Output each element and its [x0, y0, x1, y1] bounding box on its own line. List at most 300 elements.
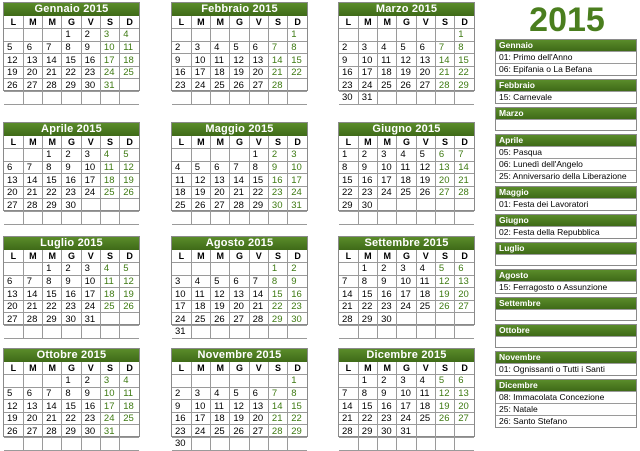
- month-title: Maggio 2015: [172, 123, 307, 136]
- day-cell: 29: [358, 425, 377, 438]
- day-cell: [249, 326, 268, 339]
- day-cell: [23, 263, 42, 276]
- day-cell: 12: [435, 387, 454, 400]
- day-cell: 14: [339, 288, 358, 301]
- day-cell: 30: [288, 313, 307, 326]
- day-cell: 2: [288, 263, 307, 276]
- day-cell: [378, 326, 397, 339]
- day-cell: [43, 212, 62, 225]
- day-cell: [249, 438, 268, 451]
- weekday-header: L: [4, 362, 23, 375]
- day-cell: [100, 212, 119, 225]
- day-cell: 30: [378, 313, 397, 326]
- day-cell: [288, 212, 307, 225]
- month-title: Aprile 2015: [4, 123, 139, 136]
- day-cell: 7: [268, 41, 287, 54]
- day-cell: 12: [120, 275, 139, 288]
- holiday-month-section: [495, 214, 637, 239]
- day-cell: 6: [4, 275, 23, 288]
- day-cell: 30: [378, 425, 397, 438]
- day-cell: 16: [378, 400, 397, 413]
- day-cell: 27: [230, 313, 249, 326]
- day-cell: 19: [120, 288, 139, 301]
- weekday-header: M: [43, 16, 62, 29]
- holiday-empty-row: [496, 336, 636, 347]
- day-cell: 27: [23, 425, 42, 438]
- day-cell: [100, 326, 119, 339]
- day-cell: [120, 438, 139, 451]
- day-cell: [397, 29, 416, 42]
- day-cell: 12: [4, 54, 23, 67]
- day-cell: 27: [211, 199, 230, 212]
- day-cell: 8: [358, 275, 377, 288]
- day-cell: 5: [435, 375, 454, 388]
- day-cell: 19: [230, 66, 249, 79]
- weekday-header: M: [191, 250, 210, 263]
- day-cell: 5: [191, 161, 210, 174]
- day-cell: 7: [249, 275, 268, 288]
- day-cell: 7: [23, 275, 42, 288]
- day-cell: 31: [397, 425, 416, 438]
- day-cell: 24: [288, 186, 307, 199]
- day-cell: 2: [378, 375, 397, 388]
- weekday-header: M: [43, 250, 62, 263]
- day-cell: 14: [339, 400, 358, 413]
- day-cell: 23: [62, 300, 81, 313]
- day-cell: [435, 425, 454, 438]
- day-cell: 10: [397, 387, 416, 400]
- day-cell: 21: [230, 186, 249, 199]
- day-cell: 15: [339, 174, 358, 187]
- day-cell: [435, 92, 454, 105]
- day-cell: 12: [397, 54, 416, 67]
- day-cell: 26: [435, 300, 454, 313]
- holiday-item: 05: Pasqua: [496, 146, 636, 158]
- weekday-header: S: [100, 136, 119, 149]
- day-cell: 7: [230, 161, 249, 174]
- day-cell: 17: [288, 174, 307, 187]
- day-cell: [397, 326, 416, 339]
- day-cell: [120, 212, 139, 225]
- day-cell: 20: [4, 300, 23, 313]
- weekday-header: G: [397, 250, 416, 263]
- day-cell: [230, 92, 249, 105]
- day-cell: 14: [43, 54, 62, 67]
- day-cell: 3: [191, 387, 210, 400]
- day-cell: [81, 438, 100, 451]
- day-cell: 5: [435, 263, 454, 276]
- day-cell: 18: [378, 66, 397, 79]
- day-cell: 12: [230, 400, 249, 413]
- day-cell: [288, 326, 307, 339]
- holiday-month-section: [495, 107, 637, 131]
- weekday-header: L: [339, 136, 358, 149]
- day-cell: 5: [120, 263, 139, 276]
- weekday-header: M: [23, 16, 42, 29]
- day-cell: 27: [23, 79, 42, 92]
- day-cell: 25: [211, 79, 230, 92]
- holiday-month-title: Novembre: [496, 352, 636, 363]
- holiday-month-section: [495, 39, 637, 76]
- weekday-header: G: [62, 250, 81, 263]
- day-cell: 29: [62, 79, 81, 92]
- weekday-header: M: [211, 250, 230, 263]
- day-cell: 9: [62, 161, 81, 174]
- day-cell: 25: [416, 300, 435, 313]
- day-cell: 1: [62, 375, 81, 388]
- day-cell: 13: [455, 275, 474, 288]
- day-cell: [100, 438, 119, 451]
- day-cell: [288, 79, 307, 92]
- day-cell: 6: [416, 41, 435, 54]
- weekday-header: G: [397, 362, 416, 375]
- day-cell: 7: [435, 41, 454, 54]
- day-cell: 25: [191, 313, 210, 326]
- day-cell: 14: [455, 161, 474, 174]
- holiday-month-title: Gennaio: [496, 40, 636, 51]
- day-cell: 26: [120, 300, 139, 313]
- day-cell: 13: [249, 54, 268, 67]
- day-cell: [43, 326, 62, 339]
- day-cell: [81, 326, 100, 339]
- day-cell: [288, 438, 307, 451]
- weekday-header: M: [358, 136, 377, 149]
- day-cell: 2: [81, 375, 100, 388]
- day-cell: 28: [339, 425, 358, 438]
- day-cell: 20: [435, 174, 454, 187]
- day-cell: 31: [288, 199, 307, 212]
- weekday-header: V: [416, 16, 435, 29]
- day-cell: 8: [43, 275, 62, 288]
- day-cell: 28: [249, 313, 268, 326]
- day-cell: 19: [435, 288, 454, 301]
- day-cell: 10: [81, 275, 100, 288]
- day-cell: 25: [172, 199, 191, 212]
- holiday-month-title: Luglio: [496, 243, 636, 254]
- day-cell: 23: [268, 186, 287, 199]
- weekday-header: M: [211, 16, 230, 29]
- day-cell: 16: [62, 288, 81, 301]
- holiday-month-title: Maggio: [496, 187, 636, 198]
- weekday-header: D: [120, 362, 139, 375]
- day-cell: 31: [81, 313, 100, 326]
- day-cell: 6: [435, 149, 454, 162]
- day-cell: [378, 438, 397, 451]
- day-cell: 22: [288, 412, 307, 425]
- weekday-header: M: [358, 362, 377, 375]
- day-cell: [23, 29, 42, 42]
- day-cell: 3: [100, 29, 119, 42]
- day-cell: 9: [339, 54, 358, 67]
- day-cell: 28: [268, 425, 287, 438]
- holiday-month-section: [495, 186, 637, 211]
- day-cell: [191, 29, 210, 42]
- day-cell: 8: [62, 41, 81, 54]
- day-cell: [358, 29, 377, 42]
- day-cell: 30: [81, 425, 100, 438]
- weekday-header: S: [435, 16, 454, 29]
- day-cell: 21: [23, 300, 42, 313]
- day-cell: [249, 212, 268, 225]
- month-calendar: [338, 348, 475, 437]
- day-cell: 21: [43, 412, 62, 425]
- day-cell: [191, 375, 210, 388]
- weekday-header: G: [397, 136, 416, 149]
- day-cell: [268, 212, 287, 225]
- weekday-header: M: [191, 136, 210, 149]
- day-cell: 23: [378, 300, 397, 313]
- day-cell: 18: [211, 412, 230, 425]
- holiday-month-section: [495, 324, 637, 348]
- holiday-item: 26: Santo Stefano: [496, 415, 636, 427]
- day-cell: [230, 212, 249, 225]
- day-cell: 28: [339, 313, 358, 326]
- day-cell: [416, 29, 435, 42]
- day-cell: 16: [378, 288, 397, 301]
- day-cell: 30: [62, 199, 81, 212]
- day-cell: 21: [435, 66, 454, 79]
- weekday-header: G: [230, 250, 249, 263]
- day-cell: [4, 149, 23, 162]
- holiday-month-title: Ottobre: [496, 325, 636, 336]
- day-cell: 12: [120, 161, 139, 174]
- day-cell: 11: [100, 275, 119, 288]
- day-cell: 13: [416, 54, 435, 67]
- weekday-header: D: [288, 250, 307, 263]
- day-cell: 30: [268, 199, 287, 212]
- day-cell: 6: [211, 161, 230, 174]
- weekday-header: D: [120, 16, 139, 29]
- day-cell: [435, 313, 454, 326]
- day-cell: [4, 438, 23, 451]
- day-cell: 11: [191, 288, 210, 301]
- day-cell: 10: [358, 54, 377, 67]
- weekday-header: L: [172, 136, 191, 149]
- day-cell: 5: [230, 387, 249, 400]
- day-cell: 1: [455, 29, 474, 42]
- day-cell: [455, 92, 474, 105]
- day-cell: 9: [378, 387, 397, 400]
- day-cell: [191, 212, 210, 225]
- day-cell: [23, 438, 42, 451]
- holiday-month-section: [495, 269, 637, 294]
- day-cell: [249, 92, 268, 105]
- day-cell: 15: [288, 54, 307, 67]
- day-cell: [339, 263, 358, 276]
- day-cell: [435, 212, 454, 225]
- day-cell: [339, 375, 358, 388]
- day-cell: [339, 212, 358, 225]
- day-cell: 1: [288, 29, 307, 42]
- weekday-header: S: [100, 250, 119, 263]
- day-cell: 8: [339, 161, 358, 174]
- day-cell: [211, 149, 230, 162]
- day-cell: 22: [339, 186, 358, 199]
- day-cell: 8: [62, 387, 81, 400]
- day-cell: 14: [435, 54, 454, 67]
- day-cell: [455, 425, 474, 438]
- month-calendar: [171, 122, 308, 211]
- day-cell: 24: [81, 186, 100, 199]
- day-cell: [416, 212, 435, 225]
- day-cell: 4: [120, 29, 139, 42]
- day-cell: [358, 212, 377, 225]
- day-cell: 7: [23, 161, 42, 174]
- day-cell: [397, 438, 416, 451]
- day-cell: [43, 29, 62, 42]
- day-cell: 5: [120, 149, 139, 162]
- weekday-header: D: [455, 250, 474, 263]
- day-cell: [378, 199, 397, 212]
- day-cell: 7: [43, 387, 62, 400]
- day-cell: 11: [416, 387, 435, 400]
- day-cell: 15: [268, 288, 287, 301]
- weekday-header: S: [268, 136, 287, 149]
- day-cell: 28: [268, 79, 287, 92]
- day-cell: [172, 29, 191, 42]
- day-cell: 9: [358, 161, 377, 174]
- day-cell: 4: [397, 149, 416, 162]
- day-cell: 26: [230, 79, 249, 92]
- day-cell: 26: [435, 412, 454, 425]
- month-calendar: [338, 2, 475, 104]
- day-cell: 28: [43, 79, 62, 92]
- day-cell: 9: [288, 275, 307, 288]
- day-cell: 23: [339, 79, 358, 92]
- day-cell: [416, 313, 435, 326]
- weekday-header: G: [230, 136, 249, 149]
- day-cell: 30: [339, 92, 358, 105]
- day-cell: 18: [211, 66, 230, 79]
- day-cell: 18: [120, 400, 139, 413]
- weekday-header: L: [4, 16, 23, 29]
- weekday-header: L: [339, 16, 358, 29]
- holiday-empty-row: [496, 119, 636, 130]
- day-cell: 8: [288, 41, 307, 54]
- weekday-header: V: [416, 250, 435, 263]
- weekday-header: V: [249, 16, 268, 29]
- weekday-header: M: [23, 362, 42, 375]
- day-cell: 8: [249, 161, 268, 174]
- day-cell: 9: [378, 275, 397, 288]
- weekday-header: D: [455, 16, 474, 29]
- day-cell: 19: [120, 174, 139, 187]
- weekday-header: L: [4, 250, 23, 263]
- holiday-item: 06: Epifania o La Befana: [496, 63, 636, 75]
- day-cell: [397, 92, 416, 105]
- weekday-header: V: [249, 250, 268, 263]
- day-cell: [339, 29, 358, 42]
- weekday-header: S: [435, 250, 454, 263]
- day-cell: 1: [339, 149, 358, 162]
- weekday-header: D: [455, 362, 474, 375]
- day-cell: [435, 199, 454, 212]
- weekday-header: M: [23, 136, 42, 149]
- day-cell: 2: [81, 29, 100, 42]
- day-cell: [43, 92, 62, 105]
- day-cell: 21: [43, 66, 62, 79]
- day-cell: 18: [397, 174, 416, 187]
- month-calendar: [3, 122, 140, 211]
- holiday-item: 06: Lunedì dell'Angelo: [496, 158, 636, 170]
- holiday-item: 01: Festa dei Lavoratori: [496, 198, 636, 210]
- month-calendar: [171, 236, 308, 338]
- weekday-header: S: [268, 250, 287, 263]
- day-cell: [416, 92, 435, 105]
- day-cell: [455, 313, 474, 326]
- day-cell: [249, 375, 268, 388]
- day-cell: 2: [172, 41, 191, 54]
- day-cell: 1: [43, 149, 62, 162]
- day-cell: 12: [416, 161, 435, 174]
- day-cell: 1: [358, 375, 377, 388]
- day-cell: [172, 263, 191, 276]
- day-cell: 2: [339, 41, 358, 54]
- day-cell: 18: [100, 174, 119, 187]
- day-cell: [397, 313, 416, 326]
- day-cell: 10: [100, 41, 119, 54]
- day-cell: 11: [211, 400, 230, 413]
- day-cell: [62, 326, 81, 339]
- day-cell: [81, 199, 100, 212]
- day-cell: 17: [100, 400, 119, 413]
- day-cell: 16: [81, 400, 100, 413]
- day-cell: 20: [455, 288, 474, 301]
- holiday-item: 01: Primo dell'Anno: [496, 51, 636, 63]
- month-title: Dicembre 2015: [339, 349, 474, 362]
- day-cell: [455, 212, 474, 225]
- day-cell: 29: [43, 313, 62, 326]
- day-cell: [23, 92, 42, 105]
- day-cell: 13: [23, 54, 42, 67]
- holiday-month-title: Settembre: [496, 298, 636, 309]
- day-cell: [120, 199, 139, 212]
- day-cell: 24: [191, 79, 210, 92]
- holiday-item: 25: Anniversario della Liberazione: [496, 170, 636, 182]
- day-cell: [172, 212, 191, 225]
- day-cell: 18: [120, 54, 139, 67]
- day-cell: 21: [339, 300, 358, 313]
- holiday-month-title: Marzo: [496, 108, 636, 119]
- day-cell: 26: [4, 79, 23, 92]
- day-cell: [172, 375, 191, 388]
- day-cell: 10: [191, 54, 210, 67]
- weekday-header: M: [378, 250, 397, 263]
- day-cell: 9: [172, 400, 191, 413]
- day-cell: [81, 212, 100, 225]
- day-cell: 13: [4, 288, 23, 301]
- day-cell: 31: [358, 92, 377, 105]
- day-cell: 22: [358, 300, 377, 313]
- day-cell: 2: [268, 149, 287, 162]
- day-cell: 28: [23, 199, 42, 212]
- day-cell: [4, 92, 23, 105]
- day-cell: 10: [191, 400, 210, 413]
- day-cell: 21: [455, 174, 474, 187]
- day-cell: 10: [100, 387, 119, 400]
- holiday-item: 01: Ognissanti o Tutti i Santi: [496, 363, 636, 375]
- day-cell: 21: [339, 412, 358, 425]
- day-cell: 16: [81, 54, 100, 67]
- day-cell: 26: [211, 313, 230, 326]
- day-cell: 10: [397, 275, 416, 288]
- weekday-header: S: [100, 16, 119, 29]
- day-cell: 25: [211, 425, 230, 438]
- holiday-month-section: [495, 242, 637, 266]
- holiday-item: 25: Natale: [496, 403, 636, 415]
- day-cell: [358, 438, 377, 451]
- day-cell: 14: [268, 400, 287, 413]
